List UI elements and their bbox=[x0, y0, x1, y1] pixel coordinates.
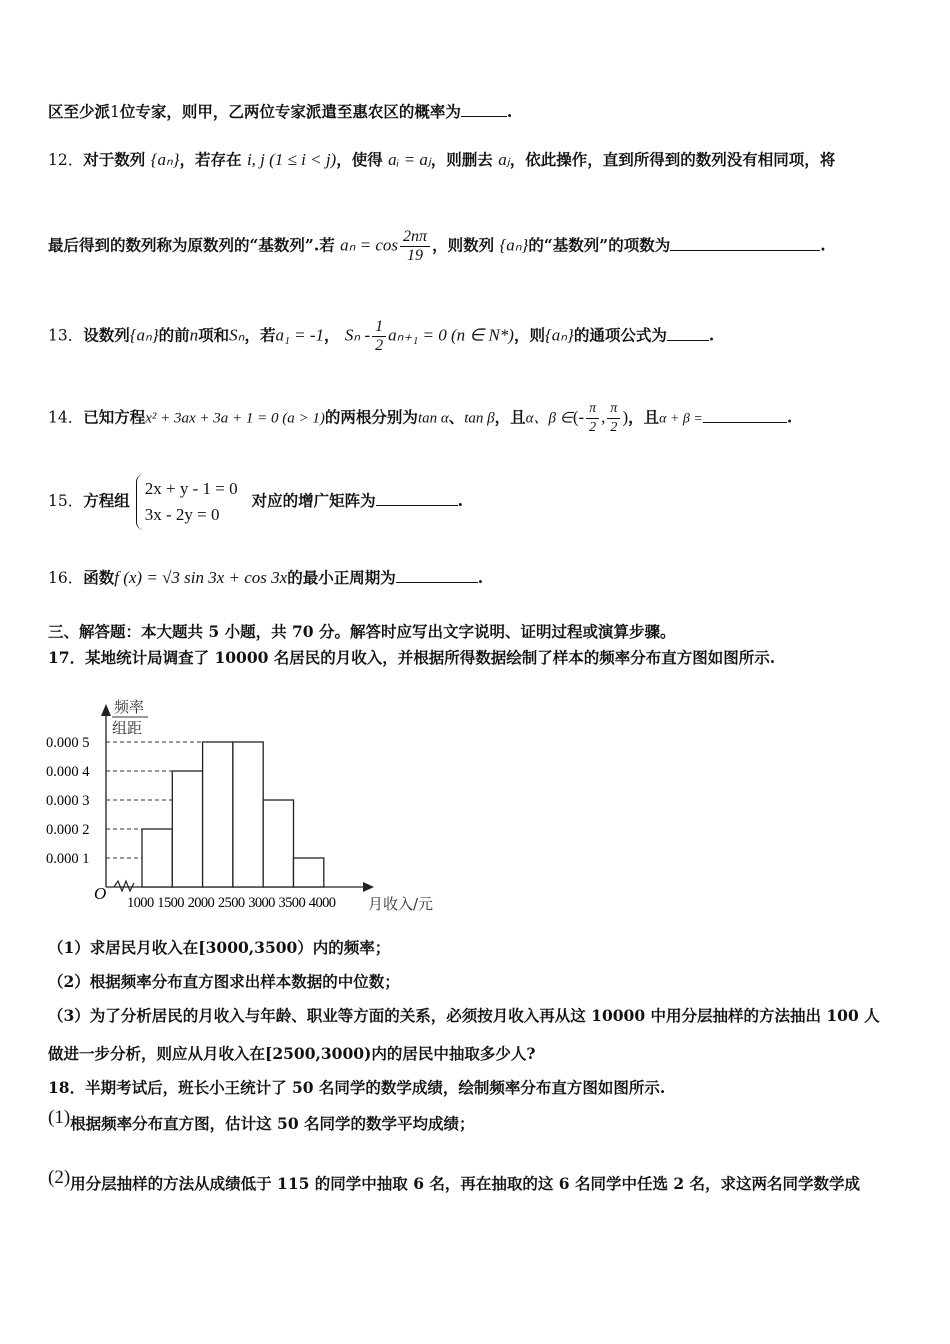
question-13: 13．设数列{aₙ}的前n项和Sₙ，若a₁ = -1， Sₙ - $\frac{1}{2}$ aₙ₊₁ = 0 (n ∈ N*)，则{aₙ}的通项公式为 . bbox=[48, 318, 715, 354]
origin-label: O bbox=[94, 884, 107, 903]
section-3-heading: 三、解答题：本大题共 5 小题，共 70 分。解答时应写出文字说明、证明过程或演算步骤。 bbox=[48, 622, 676, 641]
histogram-bar bbox=[263, 800, 293, 887]
text: ，且 bbox=[628, 407, 660, 427]
text: 的最小正周期为 bbox=[287, 568, 396, 587]
text: 的“基数列”的项数为 bbox=[528, 235, 671, 255]
histogram-bar bbox=[172, 771, 202, 887]
frac-bottom: 2 bbox=[375, 337, 384, 354]
text: 根据频率分布直方图，估计这 50 名同学的数学平均成绩； bbox=[70, 1114, 475, 1133]
math-seq: {aₙ} bbox=[129, 325, 159, 345]
question-17-part-1: （1）求居民月收入在[3000,3500）内的频率； bbox=[48, 938, 391, 957]
answer-blank bbox=[376, 504, 458, 506]
math-n: n bbox=[189, 325, 199, 345]
text: 方程组 bbox=[83, 491, 130, 510]
math-function: f (x) = √3 sin 3x + cos 3x bbox=[114, 568, 288, 587]
question-number: 14． bbox=[48, 408, 84, 427]
x-tick-label: 3500 bbox=[278, 895, 306, 911]
math-alpha-beta: α、β ∈ bbox=[525, 410, 573, 427]
text: ，且 bbox=[494, 407, 526, 427]
x-tick-label: 1500 bbox=[157, 895, 184, 911]
text: 最后得到的数列称为原数列的“基数列”.若 bbox=[48, 235, 335, 255]
math-del: aⱼ bbox=[498, 150, 510, 169]
text: 设数列 bbox=[83, 325, 130, 345]
histogram-bar bbox=[233, 742, 263, 887]
histogram-bar bbox=[294, 858, 324, 887]
x-tick-label: 4000 bbox=[308, 895, 336, 911]
fraction bbox=[607, 400, 620, 437]
text: ，则数列 bbox=[432, 235, 495, 255]
text: 1 bbox=[110, 103, 120, 121]
text: . bbox=[457, 491, 464, 510]
frac-bottom: 2 bbox=[589, 420, 597, 435]
answer-blank bbox=[703, 421, 787, 423]
answer-blank bbox=[396, 581, 478, 583]
math-sum: α + β = bbox=[659, 411, 703, 427]
text: ，使得 bbox=[336, 150, 383, 169]
fraction bbox=[372, 318, 386, 355]
x-axis-label: 月收入/元 bbox=[368, 895, 434, 913]
histogram-bar bbox=[203, 742, 233, 887]
question-17-part-3b: 做进一步分析，则应从月收入在[2500,3000)内的居民中抽取多少人? bbox=[48, 1044, 536, 1063]
frequency-histogram bbox=[44, 692, 464, 922]
text: 已知方程 bbox=[83, 407, 146, 427]
question-15 bbox=[48, 474, 463, 530]
question-12-line-1 bbox=[48, 148, 835, 170]
text: 、 bbox=[448, 407, 465, 427]
y-tick-label: 0.000 5 bbox=[46, 735, 90, 751]
text: ， bbox=[324, 325, 340, 345]
question-17-part-3a: （3）为了分析居民的月收入与年龄、职业等方面的关系，必须按月收入再从这 10000 中用分层抽样的方法抽出 100 人 bbox=[48, 1006, 880, 1025]
x-axis-arrow bbox=[363, 882, 374, 892]
x-tick-label: 2500 bbox=[217, 895, 245, 911]
answer-blank bbox=[670, 249, 820, 251]
y-axis-arrow bbox=[101, 704, 111, 716]
question-16 bbox=[48, 566, 483, 588]
y-tick-label: 0.000 3 bbox=[46, 793, 90, 809]
part-marker: (2) bbox=[48, 1167, 71, 1188]
text: 位专家，则甲，乙两位专家派遣至惠农区的概率为 bbox=[119, 102, 461, 121]
frac-top: 2nπ bbox=[400, 228, 430, 247]
math-seq: {aₙ} bbox=[150, 150, 180, 169]
y-tick-label: 0.000 4 bbox=[46, 764, 90, 780]
equation-2: 3x - 2y = 0 bbox=[144, 505, 220, 524]
equation-system bbox=[136, 474, 246, 530]
axis-break bbox=[114, 881, 134, 891]
y-axis-label-bottom: 组距 bbox=[112, 719, 143, 737]
question-number: 15． bbox=[48, 492, 84, 510]
x-tick-label: 3000 bbox=[248, 895, 275, 911]
math-seq: {aₙ} bbox=[544, 325, 574, 345]
part-marker: (1) bbox=[48, 1107, 71, 1128]
y-tick-label: 0.000 2 bbox=[46, 822, 90, 838]
math-eq-left: Sₙ - bbox=[344, 325, 371, 345]
frac-bottom: 2 bbox=[610, 420, 618, 435]
text: 用分层抽样的方法从成绩低于 115 的同学中抽取 6 名，再在抽取的这 6 名同学中任选 2 名，求这两名同学数学成 bbox=[70, 1174, 861, 1193]
text: 函数 bbox=[83, 568, 115, 587]
text: ，依此操作，直到所得到的数列没有相同项，将 bbox=[509, 150, 836, 169]
text: ，则 bbox=[513, 325, 545, 345]
math-tan-beta: tan β bbox=[464, 410, 495, 427]
text: . bbox=[786, 407, 793, 427]
answer-blank bbox=[667, 339, 709, 341]
math-paren: (- bbox=[572, 407, 585, 427]
question-17-stem: 17．某地统计局调查了 10000 名居民的月收入，并根据所得数据绘制了样本的频率分布直方图如图所示. bbox=[48, 648, 776, 667]
equation-1: 2x + y - 1 = 0 bbox=[144, 479, 238, 498]
y-tick-label: 0.000 1 bbox=[46, 851, 90, 867]
math-eq: x² + 3ax + 3a + 1 = 0 (a > 1) bbox=[145, 410, 325, 427]
frac-top: π bbox=[607, 400, 620, 419]
frac-top: 1 bbox=[372, 318, 386, 337]
question-18-stem: 18．半期考试后，班长小王统计了 50 名同学的数学成绩，绘制频率分布直方图如图所示. bbox=[48, 1078, 666, 1097]
text: ，若 bbox=[244, 325, 276, 345]
text: 的通项公式为 bbox=[573, 325, 667, 345]
math-s: Sₙ bbox=[229, 325, 245, 345]
question-11-tail: 区至少派1位专家，则甲，乙两位专家派遣至惠农区的概率为 . bbox=[48, 102, 513, 121]
text: . bbox=[477, 568, 484, 587]
frac-bottom: 19 bbox=[407, 247, 424, 264]
text: 项和 bbox=[198, 325, 230, 345]
question-18-part-2 bbox=[48, 1167, 861, 1195]
text: 的前 bbox=[158, 325, 190, 345]
text: ，若存在 bbox=[179, 150, 242, 169]
math-def: aₙ = cos bbox=[340, 235, 399, 255]
math-a1: a₁ = -1 bbox=[275, 325, 324, 345]
math-seq: {aₙ} bbox=[499, 235, 529, 255]
question-14 bbox=[48, 400, 792, 437]
math-cond: i, j (1 ≤ i < j) bbox=[246, 150, 337, 169]
question-number: 16． bbox=[48, 569, 84, 587]
histogram-bar bbox=[142, 829, 172, 887]
math-eq: aᵢ = aⱼ bbox=[388, 150, 431, 169]
y-axis-label-top: 频率 bbox=[114, 698, 145, 716]
text: 的两根分别为 bbox=[324, 407, 418, 427]
text: 对应的增广矩阵为 bbox=[251, 491, 376, 510]
text: 区至少派 bbox=[48, 102, 111, 121]
text: 对于数列 bbox=[83, 150, 146, 169]
x-tick-label: 2000 bbox=[187, 895, 215, 911]
math-tan-alpha: tan α bbox=[417, 410, 449, 427]
fraction bbox=[400, 228, 430, 265]
question-18-part-1 bbox=[48, 1107, 475, 1135]
text: ，则删去 bbox=[430, 150, 493, 169]
math-eq-right: aₙ₊₁ = 0 (n ∈ N*) bbox=[388, 325, 514, 345]
frac-top: π bbox=[586, 400, 599, 419]
answer-blank bbox=[461, 115, 507, 117]
fraction bbox=[586, 400, 599, 437]
question-17-part-2: （2）根据频率分布直方图求出样本数据的中位数； bbox=[48, 972, 400, 991]
math-comma: , bbox=[601, 407, 606, 427]
question-12-line-2: 最后得到的数列称为原数列的“基数列”.若 aₙ = cos $\frac{2n\pi}{19}$ ，则数列 {aₙ}的“基数列”的项数为 . bbox=[48, 228, 826, 264]
x-tick-label: 1000 bbox=[127, 895, 154, 911]
question-number: 13． bbox=[48, 326, 84, 345]
math-paren: ) bbox=[622, 407, 629, 427]
question-number: 12． bbox=[48, 151, 84, 169]
